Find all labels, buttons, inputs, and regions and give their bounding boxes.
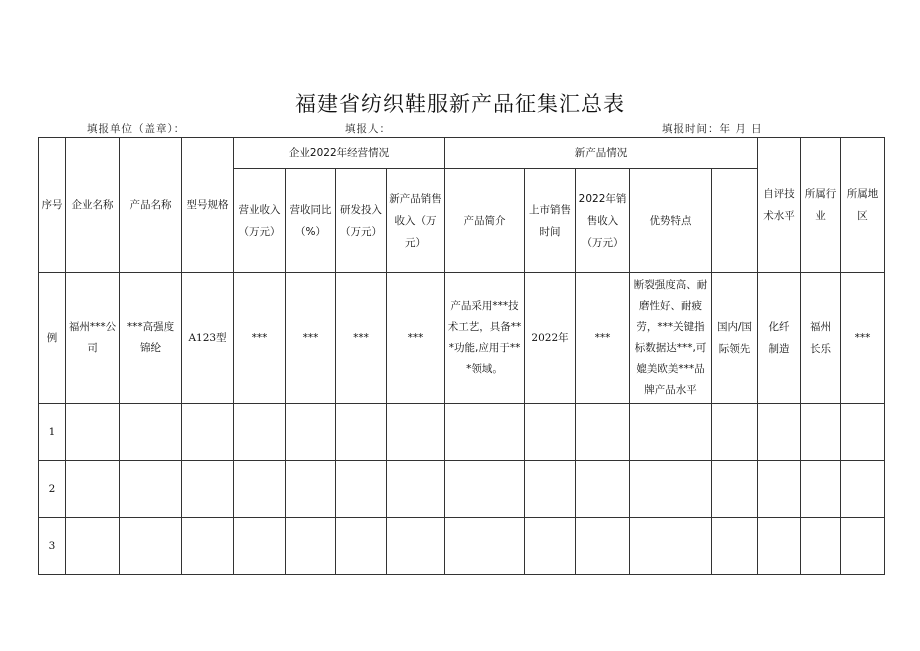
example-intro: 产品采用***技术工艺，具备***功能,应用于***领域。 [445, 273, 525, 404]
header-rd: 研发投入（万元） [336, 169, 387, 273]
header-industry: 所属行业 [801, 138, 841, 273]
example-yoy: *** [286, 273, 336, 404]
example-launch: 2022年 [525, 273, 576, 404]
row-number: 3 [39, 518, 66, 575]
table-row [39, 518, 885, 575]
fill-person-label: 填报人： [345, 123, 391, 135]
header-seq: 序号 [39, 138, 66, 273]
header-row-1 [39, 138, 885, 169]
example-revenue: *** [234, 273, 286, 404]
example-company: 福州***公司 [66, 273, 120, 404]
header-region: 所属地区 [841, 138, 885, 273]
summary-table [38, 137, 885, 575]
header-new-group: 新产品情况 [445, 138, 758, 169]
header-company: 企业名称 [66, 138, 120, 273]
table-row [39, 461, 885, 518]
header-advantage: 优势特点 [630, 169, 712, 273]
example-industry: 化纤制造 [758, 273, 801, 404]
example-model: A123型 [182, 273, 234, 404]
header-product: 产品名称 [120, 138, 182, 273]
header-revenue: 营业收入（万元） [234, 169, 286, 273]
example-advantage: 断裂强度高、耐磨性好、耐疲劳，***关键指标数据达***,可媲美欧美***品牌产品水平 [630, 273, 712, 404]
fill-unit-label: 填报单位（盖章）： [87, 123, 186, 135]
example-new-sales: *** [387, 273, 445, 404]
header-ops-group: 企业2022年经营情况 [234, 138, 445, 169]
header-launch: 上市销售时间 [525, 169, 576, 273]
header-yoy: 营收同比（%） [286, 169, 336, 273]
header-sales2022: 2022年销售收入（万元） [576, 169, 630, 273]
example-row [39, 273, 885, 404]
example-sales2022: *** [576, 273, 630, 404]
example-self-eval: 国内/国际领先 [712, 273, 758, 404]
fill-time-label: 填报时间：年 月 日 [662, 123, 763, 135]
example-contact: *** [841, 273, 885, 404]
header-self-eval: 自评技术水平 [758, 138, 801, 273]
row-number: 1 [39, 404, 66, 461]
example-seq: 例 [39, 273, 66, 404]
page-title: 福建省纺织鞋服新产品征集汇总表 [295, 92, 625, 116]
table-row [39, 404, 885, 461]
row-number: 2 [39, 461, 66, 518]
header-new-sales: 新产品销售收入（万元） [387, 169, 445, 273]
header-intro: 产品简介 [445, 169, 525, 273]
header-model: 型号规格 [182, 138, 234, 273]
example-rd: *** [336, 273, 387, 404]
example-region: 福州长乐 [801, 273, 841, 404]
example-product: ***高强度锦纶 [120, 273, 182, 404]
